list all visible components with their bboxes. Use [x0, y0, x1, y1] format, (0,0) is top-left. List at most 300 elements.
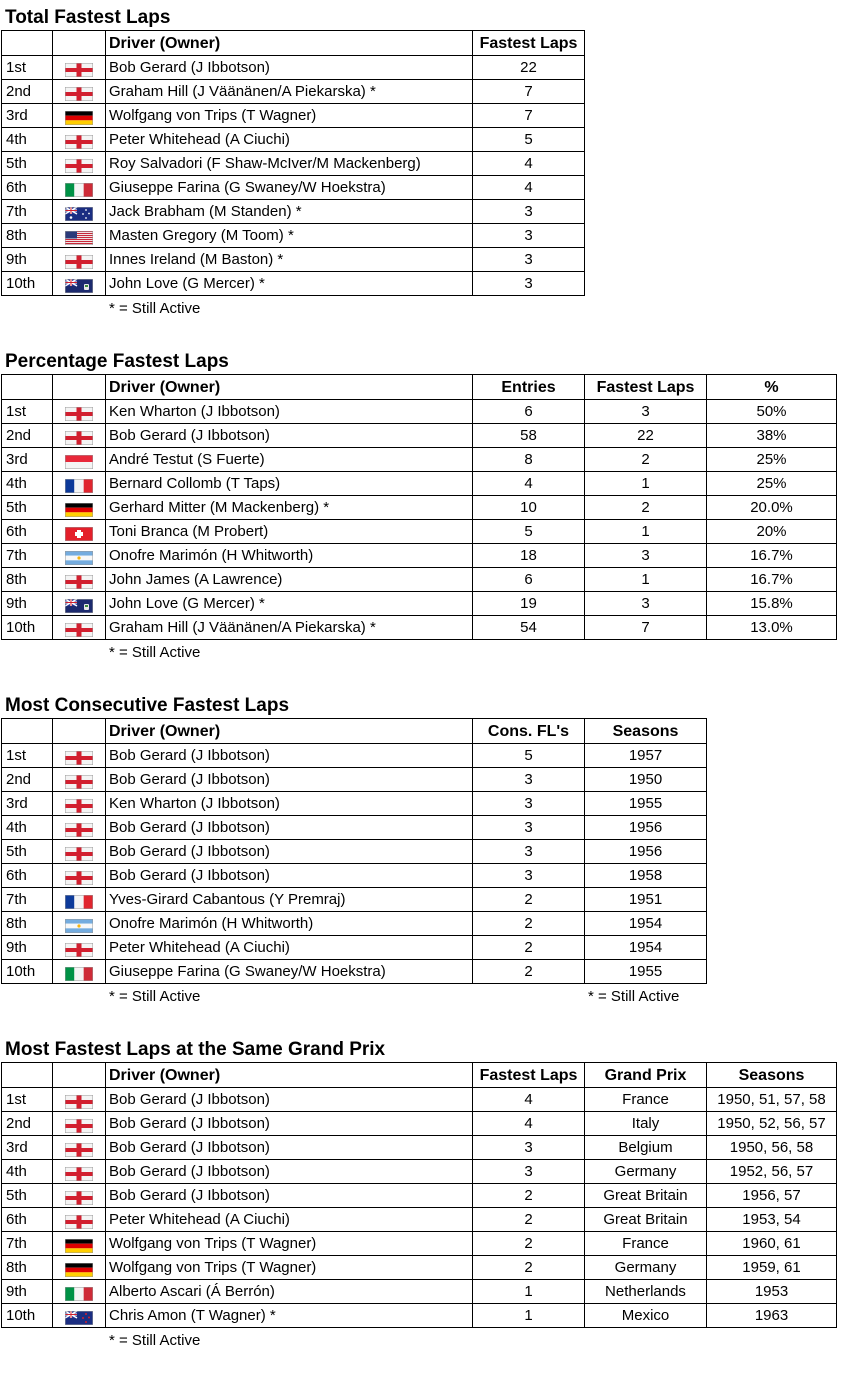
flag-germany-icon — [65, 501, 93, 515]
flag-france-icon — [65, 477, 93, 491]
rank-cell: 1st — [2, 56, 53, 80]
value-cell: 1956 — [585, 816, 707, 840]
value-cell: France — [585, 1088, 707, 1112]
driver-cell: Chris Amon (T Wagner) * — [106, 1304, 473, 1328]
flag-cell — [53, 544, 106, 568]
driver-cell: Bob Gerard (J Ibbotson) — [106, 1112, 473, 1136]
value-cell: 2 — [585, 496, 707, 520]
table-row — [2, 792, 707, 816]
value-cell: 2 — [473, 936, 585, 960]
flag-monaco-icon — [65, 453, 93, 467]
driver-cell: Masten Gregory (M Toom) * — [106, 224, 473, 248]
driver-cell: Graham Hill (J Väänänen/A Piekarska) * — [106, 616, 473, 640]
value-cell: 1956 — [585, 840, 707, 864]
value-cell: 3 — [473, 200, 585, 224]
table-row — [2, 936, 707, 960]
value-cell: 7 — [473, 104, 585, 128]
rank-cell: 5th — [2, 152, 53, 176]
value-cell: Netherlands — [585, 1280, 707, 1304]
value-cell: 54 — [473, 616, 585, 640]
value-cell: 1953, 54 — [707, 1208, 837, 1232]
table-row — [2, 472, 837, 496]
value-cell: 1955 — [585, 792, 707, 816]
table-row — [2, 1112, 837, 1136]
flag-england-icon — [65, 621, 93, 635]
table-row — [2, 1088, 837, 1112]
table-row — [2, 400, 837, 424]
value-cell: 4 — [473, 472, 585, 496]
value-cell: 3 — [585, 592, 707, 616]
value-cell: 2 — [473, 912, 585, 936]
rank-cell: 3rd — [2, 792, 53, 816]
driver-cell: Ken Wharton (J Ibbotson) — [106, 792, 473, 816]
value-cell: 2 — [585, 448, 707, 472]
value-cell: 25% — [707, 448, 837, 472]
rank-cell: 1st — [2, 1088, 53, 1112]
column-header: Fastest Laps — [473, 31, 585, 56]
value-cell: 7 — [585, 616, 707, 640]
value-cell: 38% — [707, 424, 837, 448]
flag-england-icon — [65, 941, 93, 955]
driver-cell: Roy Salvadori (F Shaw-McIver/M Mackenberg) — [106, 152, 473, 176]
value-cell: 2 — [473, 1208, 585, 1232]
rank-cell: 6th — [2, 520, 53, 544]
value-cell: 8 — [473, 448, 585, 472]
value-cell: 4 — [473, 176, 585, 200]
rank-cell: 5th — [2, 1184, 53, 1208]
flag-england-icon — [65, 157, 93, 171]
flag-england-icon — [65, 61, 93, 75]
rank-cell: 7th — [2, 200, 53, 224]
value-cell: 1953 — [707, 1280, 837, 1304]
header-row — [2, 31, 585, 56]
flag-cell — [53, 616, 106, 640]
driver-cell: Yves-Girard Cabantous (Y Premraj) — [106, 888, 473, 912]
driver-cell: Wolfgang von Trips (T Wagner) — [106, 1256, 473, 1280]
flag-england-icon — [65, 133, 93, 147]
flag-cell — [53, 768, 106, 792]
flag-cell — [53, 128, 106, 152]
table-row — [2, 80, 585, 104]
rank-cell: 4th — [2, 128, 53, 152]
value-cell: 5 — [473, 520, 585, 544]
value-cell: 1 — [585, 520, 707, 544]
table-row — [2, 1280, 837, 1304]
flag-cell — [53, 1136, 106, 1160]
table-row — [2, 200, 585, 224]
rank-cell: 6th — [2, 176, 53, 200]
rank-cell: 8th — [2, 1256, 53, 1280]
table-row — [2, 424, 837, 448]
flag-germany-icon — [65, 1237, 93, 1251]
flag-england-icon — [65, 869, 93, 883]
value-cell: 15.8% — [707, 592, 837, 616]
driver-cell: Bob Gerard (J Ibbotson) — [106, 56, 473, 80]
driver-cell: Jack Brabham (M Standen) * — [106, 200, 473, 224]
value-cell: 1 — [473, 1280, 585, 1304]
column-header: Fastest Laps — [473, 1063, 585, 1088]
value-cell: Great Britain — [585, 1184, 707, 1208]
value-cell: France — [585, 1232, 707, 1256]
flag-cell — [53, 1208, 106, 1232]
flag-cell — [53, 792, 106, 816]
value-cell: 5 — [473, 744, 585, 768]
flag-cell — [53, 568, 106, 592]
value-cell: 10 — [473, 496, 585, 520]
driver-cell: André Testut (S Fuerte) — [106, 448, 473, 472]
flag-france-icon — [65, 893, 93, 907]
driver-cell: Graham Hill (J Väänänen/A Piekarska) * — [106, 80, 473, 104]
rank-cell: 2nd — [2, 768, 53, 792]
value-cell: 1955 — [585, 960, 707, 984]
section-title-total-fastest-laps: Total Fastest Laps — [5, 7, 171, 28]
driver-cell: Peter Whitehead (A Ciuchi) — [106, 1208, 473, 1232]
flag-cell — [53, 472, 106, 496]
value-cell: 4 — [473, 1112, 585, 1136]
value-cell: 1954 — [585, 936, 707, 960]
column-header: Driver (Owner) — [106, 31, 473, 56]
still-active-note: * = Still Active — [109, 1332, 201, 1349]
header-empty — [2, 1063, 53, 1088]
table-row — [2, 888, 707, 912]
driver-cell: Bob Gerard (J Ibbotson) — [106, 1088, 473, 1112]
value-cell: 1950, 52, 56, 57 — [707, 1112, 837, 1136]
flag-cell — [53, 912, 106, 936]
table-row — [2, 152, 585, 176]
flag-cell — [53, 1232, 106, 1256]
driver-cell: Bernard Collomb (T Taps) — [106, 472, 473, 496]
table-row — [2, 1184, 837, 1208]
flag-cell — [53, 840, 106, 864]
rank-cell: 10th — [2, 1304, 53, 1328]
value-cell: 6 — [473, 568, 585, 592]
table-row — [2, 816, 707, 840]
section-title-percentage-fastest-laps: Percentage Fastest Laps — [5, 351, 229, 372]
table-row — [2, 104, 585, 128]
value-cell: 1960, 61 — [707, 1232, 837, 1256]
value-cell: Italy — [585, 1112, 707, 1136]
driver-cell: Alberto Ascari (Á Berrón) — [106, 1280, 473, 1304]
flag-argentina-icon — [65, 549, 93, 563]
flag-rhodesia-icon — [65, 597, 93, 611]
rank-cell: 8th — [2, 224, 53, 248]
value-cell: 22 — [585, 424, 707, 448]
table-percentage-fastest-laps — [1, 374, 837, 640]
column-header: Driver (Owner) — [106, 719, 473, 744]
value-cell: 1950 — [585, 768, 707, 792]
rank-cell: 1st — [2, 744, 53, 768]
value-cell: 3 — [585, 544, 707, 568]
flag-cell — [53, 448, 106, 472]
driver-cell: Bob Gerard (J Ibbotson) — [106, 1136, 473, 1160]
flag-argentina-icon — [65, 917, 93, 931]
value-cell: Germany — [585, 1160, 707, 1184]
flag-cell — [53, 1184, 106, 1208]
table-row — [2, 592, 837, 616]
value-cell: Mexico — [585, 1304, 707, 1328]
driver-cell: Bob Gerard (J Ibbotson) — [106, 1184, 473, 1208]
flag-cell — [53, 496, 106, 520]
flag-cell — [53, 1280, 106, 1304]
flag-italy-icon — [65, 1285, 93, 1299]
rank-cell: 3rd — [2, 104, 53, 128]
driver-cell: Onofre Marimón (H Whitworth) — [106, 544, 473, 568]
table-row — [2, 960, 707, 984]
value-cell: 3 — [473, 816, 585, 840]
driver-cell: Toni Branca (M Probert) — [106, 520, 473, 544]
value-cell: 3 — [473, 272, 585, 296]
value-cell: 18 — [473, 544, 585, 568]
value-cell: 1951 — [585, 888, 707, 912]
value-cell: 2 — [473, 960, 585, 984]
value-cell: 1 — [585, 472, 707, 496]
value-cell: 6 — [473, 400, 585, 424]
rank-cell: 3rd — [2, 448, 53, 472]
value-cell: 3 — [473, 248, 585, 272]
header-empty — [53, 375, 106, 400]
value-cell: 1959, 61 — [707, 1256, 837, 1280]
driver-cell: Bob Gerard (J Ibbotson) — [106, 1160, 473, 1184]
column-header: Entries — [473, 375, 585, 400]
driver-cell: Peter Whitehead (A Ciuchi) — [106, 936, 473, 960]
table-most-consecutive-fastest-laps — [1, 718, 707, 984]
rank-cell: 9th — [2, 248, 53, 272]
flag-cell — [53, 936, 106, 960]
flag-england-icon — [65, 797, 93, 811]
column-header: Seasons — [585, 719, 707, 744]
flag-cell — [53, 424, 106, 448]
driver-cell: Bob Gerard (J Ibbotson) — [106, 744, 473, 768]
flag-cell — [53, 200, 106, 224]
rank-cell: 5th — [2, 840, 53, 864]
flag-cell — [53, 816, 106, 840]
value-cell: Germany — [585, 1256, 707, 1280]
flag-england-icon — [65, 253, 93, 267]
value-cell: Great Britain — [585, 1208, 707, 1232]
value-cell: 1950, 51, 57, 58 — [707, 1088, 837, 1112]
flag-italy-icon — [65, 965, 93, 979]
table-row — [2, 272, 585, 296]
rank-cell: 4th — [2, 472, 53, 496]
value-cell: 7 — [473, 80, 585, 104]
value-cell: 3 — [585, 400, 707, 424]
table-row — [2, 128, 585, 152]
flag-rhodesia-icon — [65, 277, 93, 291]
column-header: Driver (Owner) — [106, 375, 473, 400]
value-cell: 19 — [473, 592, 585, 616]
column-header: Grand Prix — [585, 1063, 707, 1088]
driver-cell: John Love (G Mercer) * — [106, 272, 473, 296]
table-row — [2, 56, 585, 80]
table-row — [2, 1136, 837, 1160]
value-cell: 4 — [473, 152, 585, 176]
flag-cell — [53, 592, 106, 616]
driver-cell: Bob Gerard (J Ibbotson) — [106, 816, 473, 840]
flag-cell — [53, 960, 106, 984]
driver-cell: John James (A Lawrence) — [106, 568, 473, 592]
table-total-fastest-laps — [1, 30, 585, 296]
section-title-most-consecutive-fastest-laps: Most Consecutive Fastest Laps — [5, 695, 290, 716]
value-cell: 3 — [473, 768, 585, 792]
driver-cell: Onofre Marimón (H Whitworth) — [106, 912, 473, 936]
flag-newzealand-icon — [65, 1309, 93, 1323]
flag-england-icon — [65, 773, 93, 787]
flag-cell — [53, 864, 106, 888]
flag-italy-icon — [65, 181, 93, 195]
value-cell: 1 — [473, 1304, 585, 1328]
value-cell: 5 — [473, 128, 585, 152]
rank-cell: 8th — [2, 568, 53, 592]
flag-australia-icon — [65, 205, 93, 219]
rank-cell: 5th — [2, 496, 53, 520]
rank-cell: 6th — [2, 864, 53, 888]
flag-germany-icon — [65, 1261, 93, 1275]
rank-cell: 7th — [2, 888, 53, 912]
value-cell: 50% — [707, 400, 837, 424]
still-active-note-right: * = Still Active — [588, 988, 680, 1005]
header-empty — [2, 31, 53, 56]
table-row — [2, 176, 585, 200]
value-cell: 2 — [473, 1184, 585, 1208]
table-row — [2, 616, 837, 640]
flag-usa-icon — [65, 229, 93, 243]
flag-england-icon — [65, 1213, 93, 1227]
header-row — [2, 1063, 837, 1088]
flag-england-icon — [65, 845, 93, 859]
flag-switzerland-icon — [65, 525, 93, 539]
driver-cell: Bob Gerard (J Ibbotson) — [106, 840, 473, 864]
value-cell: 1956, 57 — [707, 1184, 837, 1208]
header-empty — [53, 719, 106, 744]
flag-england-icon — [65, 85, 93, 99]
rank-cell: 10th — [2, 272, 53, 296]
table-row — [2, 520, 837, 544]
driver-cell: Innes Ireland (M Baston) * — [106, 248, 473, 272]
flag-england-icon — [65, 405, 93, 419]
header-empty — [53, 31, 106, 56]
column-header: Cons. FL's — [473, 719, 585, 744]
value-cell: 22 — [473, 56, 585, 80]
value-cell: 3 — [473, 1136, 585, 1160]
flag-cell — [53, 1256, 106, 1280]
table-row — [2, 1208, 837, 1232]
value-cell: 3 — [473, 224, 585, 248]
driver-cell: Bob Gerard (J Ibbotson) — [106, 864, 473, 888]
table-row — [2, 448, 837, 472]
value-cell: 3 — [473, 792, 585, 816]
value-cell: Belgium — [585, 1136, 707, 1160]
value-cell: 3 — [473, 1160, 585, 1184]
value-cell: 2 — [473, 1232, 585, 1256]
column-header: Seasons — [707, 1063, 837, 1088]
flag-england-icon — [65, 573, 93, 587]
rank-cell: 10th — [2, 960, 53, 984]
driver-cell: Bob Gerard (J Ibbotson) — [106, 768, 473, 792]
flag-england-icon — [65, 1117, 93, 1131]
table-row — [2, 1304, 837, 1328]
rank-cell: 1st — [2, 400, 53, 424]
flag-england-icon — [65, 821, 93, 835]
table-row — [2, 248, 585, 272]
table-row — [2, 544, 837, 568]
table-row — [2, 568, 837, 592]
still-active-note: * = Still Active — [109, 988, 201, 1005]
rank-cell: 9th — [2, 592, 53, 616]
flag-cell — [53, 152, 106, 176]
table-row — [2, 912, 707, 936]
rank-cell: 4th — [2, 1160, 53, 1184]
rank-cell: 8th — [2, 912, 53, 936]
flag-cell — [53, 1160, 106, 1184]
value-cell: 1963 — [707, 1304, 837, 1328]
value-cell: 58 — [473, 424, 585, 448]
table-row — [2, 1160, 837, 1184]
value-cell: 13.0% — [707, 616, 837, 640]
flag-england-icon — [65, 1189, 93, 1203]
rank-cell: 2nd — [2, 1112, 53, 1136]
flag-cell — [53, 248, 106, 272]
flag-germany-icon — [65, 109, 93, 123]
value-cell: 1958 — [585, 864, 707, 888]
flag-cell — [53, 104, 106, 128]
flag-england-icon — [65, 1093, 93, 1107]
driver-cell: Bob Gerard (J Ibbotson) — [106, 424, 473, 448]
flag-england-icon — [65, 1141, 93, 1155]
flag-cell — [53, 1304, 106, 1328]
flag-cell — [53, 224, 106, 248]
header-empty — [53, 1063, 106, 1088]
value-cell: 1950, 56, 58 — [707, 1136, 837, 1160]
value-cell: 20% — [707, 520, 837, 544]
value-cell: 2 — [473, 888, 585, 912]
flag-cell — [53, 176, 106, 200]
table-row — [2, 1232, 837, 1256]
flag-england-icon — [65, 1165, 93, 1179]
driver-cell: John Love (G Mercer) * — [106, 592, 473, 616]
still-active-note: * = Still Active — [109, 644, 201, 661]
table-row — [2, 1256, 837, 1280]
table-row — [2, 840, 707, 864]
driver-cell: Wolfgang von Trips (T Wagner) — [106, 104, 473, 128]
rank-cell: 2nd — [2, 424, 53, 448]
driver-cell: Giuseppe Farina (G Swaney/W Hoekstra) — [106, 176, 473, 200]
driver-cell: Giuseppe Farina (G Swaney/W Hoekstra) — [106, 960, 473, 984]
header-row — [2, 719, 707, 744]
value-cell: 3 — [473, 840, 585, 864]
value-cell: 4 — [473, 1088, 585, 1112]
rank-cell: 10th — [2, 616, 53, 640]
value-cell: 2 — [473, 1256, 585, 1280]
column-header: Fastest Laps — [585, 375, 707, 400]
rank-cell: 9th — [2, 1280, 53, 1304]
table-row — [2, 224, 585, 248]
rank-cell: 6th — [2, 1208, 53, 1232]
flag-cell — [53, 56, 106, 80]
rank-cell: 7th — [2, 1232, 53, 1256]
rank-cell: 7th — [2, 544, 53, 568]
flag-cell — [53, 272, 106, 296]
value-cell: 16.7% — [707, 568, 837, 592]
rank-cell: 3rd — [2, 1136, 53, 1160]
table-row — [2, 768, 707, 792]
header-empty — [2, 375, 53, 400]
flag-england-icon — [65, 749, 93, 763]
flag-cell — [53, 1112, 106, 1136]
column-header: % — [707, 375, 837, 400]
table-row — [2, 744, 707, 768]
section-title-most-fastest-laps-same-gp: Most Fastest Laps at the Same Grand Prix — [5, 1039, 386, 1060]
rank-cell: 4th — [2, 816, 53, 840]
